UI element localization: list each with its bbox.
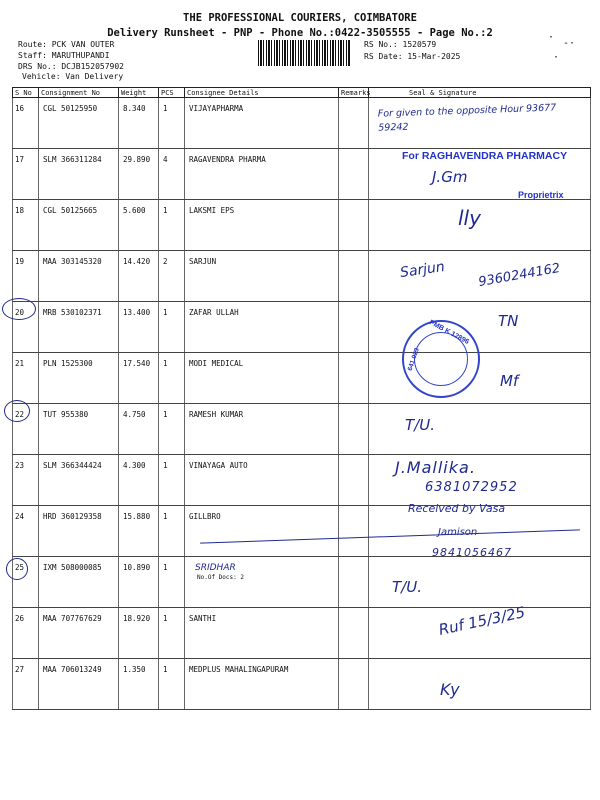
weight: 18.920 <box>119 608 159 659</box>
weight: 8.340 <box>119 98 159 149</box>
remarks <box>339 200 369 251</box>
pcs: 1 <box>159 353 185 404</box>
consignee: ZAFAR ULLAH <box>185 302 339 353</box>
remarks <box>339 149 369 200</box>
remarks <box>339 404 369 455</box>
weight: 5.600 <box>119 200 159 251</box>
consignment-no: MAA 706013249 <box>39 659 119 710</box>
remarks <box>339 455 369 506</box>
table-row <box>13 200 591 251</box>
sno: 25 <box>13 557 39 608</box>
consignee: VIJAYAPHARMA <box>185 98 339 149</box>
consignment-no: HRD 360129358 <box>39 506 119 557</box>
sno: 17 <box>13 149 39 200</box>
signature: Jamison <box>438 527 478 538</box>
table-row <box>13 404 591 455</box>
table-header <box>13 88 591 98</box>
seal-pincode: 641 023 <box>406 347 421 372</box>
col-consignee: Consignee Details <box>185 88 339 98</box>
consignee: RAMESH KUMAR <box>185 404 339 455</box>
remarks <box>339 251 369 302</box>
col-pcs: PCS <box>159 88 185 98</box>
pcs: 1 <box>159 302 185 353</box>
weight: 13.400 <box>119 302 159 353</box>
sno: 16 <box>13 98 39 149</box>
pcs: 2 <box>159 251 185 302</box>
remarks <box>339 353 369 404</box>
mark-dot: · <box>548 32 555 43</box>
route: Route: PCK VAN OUTER <box>18 40 115 49</box>
pcs: 1 <box>159 455 185 506</box>
seal-signature <box>369 302 591 353</box>
drs-number: DRS No.: DCJB152057902 <box>18 62 124 71</box>
sno: 26 <box>13 608 39 659</box>
company-title: THE PROFESSIONAL COURIERS, COIMBATORE <box>183 12 417 24</box>
pcs: 1 <box>159 659 185 710</box>
weight: 29.890 <box>119 149 159 200</box>
consignee-cell <box>185 557 339 608</box>
remarks <box>339 659 369 710</box>
consignment-no: CGL 50125950 <box>39 98 119 149</box>
consignee: SRIDHAR <box>195 563 236 573</box>
col-consignment: Consignment No <box>39 88 119 98</box>
consignment-no: CGL 50125665 <box>39 200 119 251</box>
handwritten-phone: 6381072952 <box>425 480 518 495</box>
weight: 15.880 <box>119 506 159 557</box>
consignment-no: IXM 508000085 <box>39 557 119 608</box>
remarks <box>339 557 369 608</box>
seal-text: PMB K 12896 <box>427 319 471 346</box>
remarks <box>339 506 369 557</box>
signature: Ruf 15/3/25 <box>437 603 527 639</box>
vehicle: Vehicle: Van Delivery <box>22 72 124 81</box>
consignee: GILLBRO <box>185 506 339 557</box>
table-row <box>13 659 591 710</box>
consignment-no: MAA 303145320 <box>39 251 119 302</box>
signature: J.Gm <box>432 168 468 186</box>
signature: T/U. <box>405 416 435 434</box>
col-sno: S No <box>13 88 39 98</box>
consignment-no: SLM 366344424 <box>39 455 119 506</box>
remarks <box>339 608 369 659</box>
table-row <box>13 557 591 608</box>
signature: lly <box>458 206 481 230</box>
pcs: 1 <box>159 98 185 149</box>
mark-dot: · <box>553 52 560 63</box>
sno: 19 <box>13 251 39 302</box>
consignee: VINAYAGA AUTO <box>185 455 339 506</box>
weight: 4.300 <box>119 455 159 506</box>
proprietrix-stamp: Proprietrix <box>518 190 564 200</box>
consignee: RAGAVENDRA PHARMA <box>185 149 339 200</box>
weight: 4.750 <box>119 404 159 455</box>
weight: 1.350 <box>119 659 159 710</box>
consignment-no: SLM 366311284 <box>39 149 119 200</box>
consignee: LAKSMI EPS <box>185 200 339 251</box>
pcs: 1 <box>159 608 185 659</box>
handwritten-phone: 9841056467 <box>432 546 512 559</box>
row-circle-mark <box>2 298 36 320</box>
col-remarks: Remarks <box>339 88 369 98</box>
seal-signature <box>369 404 591 455</box>
sno: 18 <box>13 200 39 251</box>
pcs: 1 <box>159 557 185 608</box>
consignee: SANTHI <box>185 608 339 659</box>
consignee: MODI MEDICAL <box>185 353 339 404</box>
remarks <box>339 302 369 353</box>
pcs: 1 <box>159 506 185 557</box>
consignee: MEDPLUS MAHALINGAPURAM <box>185 659 339 710</box>
weight: 14.420 <box>119 251 159 302</box>
sno: 22 <box>13 404 39 455</box>
docs-note: No.Of Docs: 2 <box>197 574 244 581</box>
sno: 27 <box>13 659 39 710</box>
pcs: 1 <box>159 200 185 251</box>
consignment-no: PLN 1525300 <box>39 353 119 404</box>
mark-dash: -· <box>563 38 576 49</box>
remarks <box>339 98 369 149</box>
rs-number: RS No.: 1520579 <box>364 40 437 49</box>
pcs: 1 <box>159 404 185 455</box>
signature: Ky <box>440 680 460 699</box>
weight: 17.540 <box>119 353 159 404</box>
col-seal-signature: Seal & Signature <box>369 88 591 98</box>
handwritten-note: For given to the opposite Hour 93677 59242 <box>377 102 557 134</box>
signature: Mf <box>500 372 519 390</box>
barcode <box>258 40 350 66</box>
signature: Sarjun <box>399 258 446 282</box>
rs-date: RS Date: 15-Mar-2025 <box>364 52 461 61</box>
row-circle-mark <box>6 558 28 580</box>
signature: T/U. <box>392 578 422 596</box>
consignee: SARJUN <box>185 251 339 302</box>
sno: 24 <box>13 506 39 557</box>
row-circle-mark <box>4 400 30 422</box>
consignment-no: TUT 955380 <box>39 404 119 455</box>
sno: 23 <box>13 455 39 506</box>
runsheet-subtitle: Delivery Runsheet - PNP - Phone No.:0422-3505555 - Page No.:2 <box>107 27 493 39</box>
seal-signature <box>369 659 591 710</box>
sno: 20 <box>13 302 39 353</box>
staff: Staff: MARUTHUPANDI <box>18 51 110 60</box>
consignment-no: MRB 530102371 <box>39 302 119 353</box>
weight: 10.890 <box>119 557 159 608</box>
signature: J.Mallika. <box>395 458 476 477</box>
sno: 21 <box>13 353 39 404</box>
handwritten-note: Received by Vasa <box>408 502 506 515</box>
col-weight: Weight <box>119 88 159 98</box>
pharmacy-stamp: For RAGHAVENDRA PHARMACY <box>402 150 568 162</box>
signature: TN <box>498 312 519 330</box>
pcs: 4 <box>159 149 185 200</box>
handwritten-phone: 9360244162 <box>477 260 562 291</box>
consignment-no: MAA 707767629 <box>39 608 119 659</box>
